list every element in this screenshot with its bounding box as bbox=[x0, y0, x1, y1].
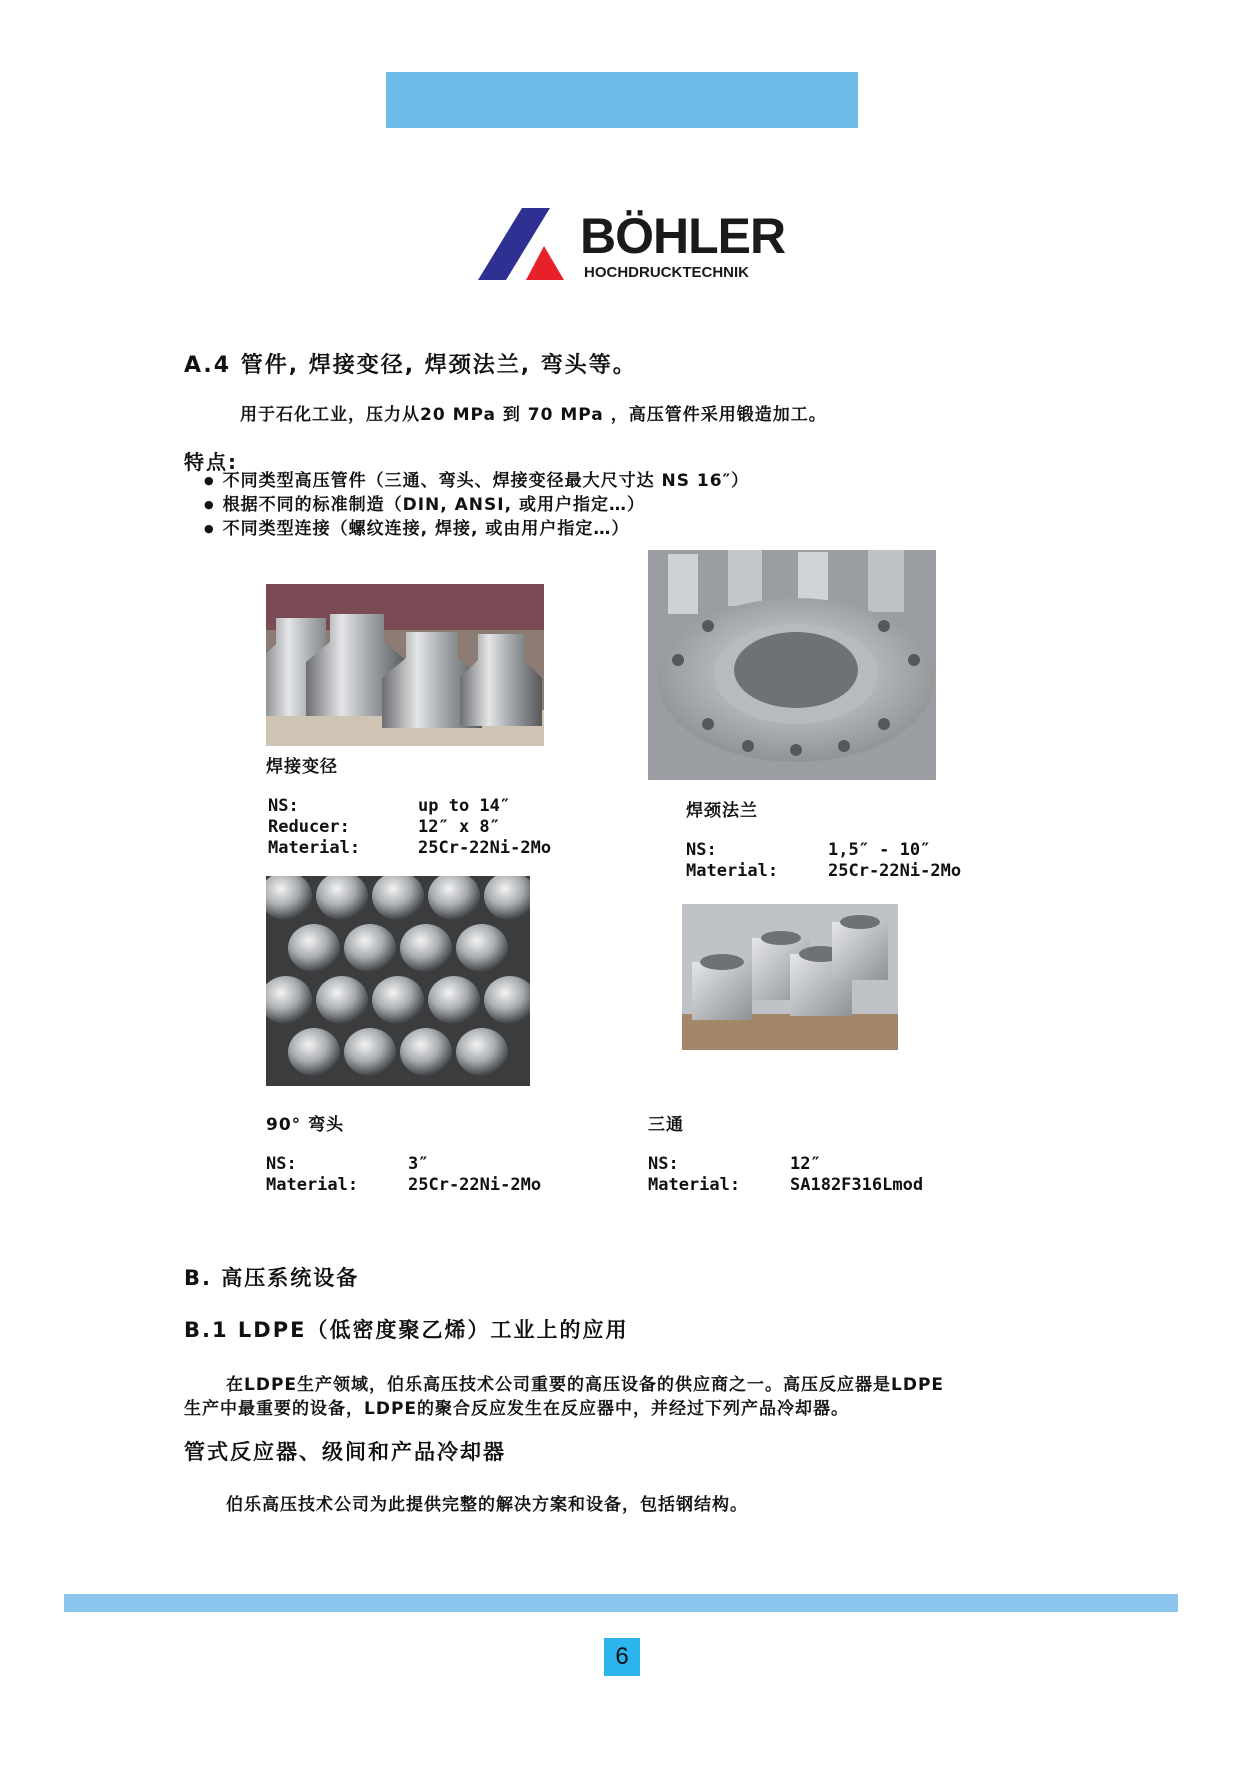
reducer-caption: 焊接变径 bbox=[266, 757, 338, 777]
feature-item: ● 根据不同的标准制造（DIN, ANSI, 或用户指定…） bbox=[204, 494, 749, 518]
spec-value: 12″ x 8″ bbox=[418, 817, 500, 837]
page-number: 6 bbox=[604, 1638, 640, 1676]
spec-value: 25Cr-22Ni-2Mo bbox=[418, 838, 552, 858]
spec-value: 12″ bbox=[790, 1154, 821, 1174]
spec-label: Material: bbox=[266, 1175, 359, 1195]
section-b-heading: B. 高压系统设备 bbox=[184, 1266, 360, 1290]
section-a4-intro: 用于石化工业，压力从20 MPa 到 70 MPa ，高压管件采用锻造加工。 bbox=[240, 405, 827, 425]
section-b1-heading: B.1 LDPE（低密度聚乙烯）工业上的应用 bbox=[184, 1318, 629, 1342]
bohler-logo-icon bbox=[478, 208, 578, 280]
elbow-photo bbox=[266, 876, 530, 1086]
ldpe-paragraph-line1: 在LDPE生产领域，伯乐高压技术公司重要的高压设备的供应商之一。高压反应器是LDPE bbox=[226, 1375, 945, 1395]
footer-bar bbox=[64, 1594, 1178, 1612]
flange-caption: 焊颈法兰 bbox=[686, 801, 758, 821]
ldpe-paragraph-line2: 生产中最重要的设备，LDPE的聚合反应发生在反应器中，并经过下列产品冷却器。 bbox=[184, 1399, 850, 1419]
spec-label: Material: bbox=[268, 838, 361, 858]
spec-label: NS: bbox=[686, 840, 717, 860]
spec-label: Material: bbox=[686, 861, 779, 881]
spec-label: NS: bbox=[268, 796, 299, 816]
spec-value: 25Cr-22Ni-2Mo bbox=[828, 861, 962, 881]
feature-item: ● 不同类型连接（螺纹连接, 焊接, 或由用户指定…） bbox=[204, 518, 749, 542]
spec-label: Material: bbox=[648, 1175, 741, 1195]
reactor-text: 伯乐高压技术公司为此提供完整的解决方案和设备，包括钢结构。 bbox=[226, 1495, 748, 1515]
reducer-specs bbox=[268, 796, 551, 859]
spec-value: 1,5″ - 10″ bbox=[828, 840, 931, 860]
tee-photo bbox=[682, 904, 898, 1050]
spec-value: 25Cr-22Ni-2Mo bbox=[408, 1175, 542, 1195]
reducer-photo bbox=[266, 584, 544, 746]
features-list bbox=[204, 470, 749, 542]
spec-value: 3″ bbox=[408, 1154, 429, 1174]
flange-specs bbox=[686, 840, 961, 882]
bohler-logo bbox=[478, 208, 786, 288]
spec-label: NS: bbox=[648, 1154, 679, 1174]
tee-caption: 三通 bbox=[648, 1115, 684, 1135]
spec-value: SA182F316Lmod bbox=[790, 1175, 924, 1195]
tee-specs bbox=[648, 1154, 923, 1196]
features-label: 特点: bbox=[184, 450, 238, 474]
logo-subtitle: HOCHDRUCKTECHNIK bbox=[584, 264, 749, 281]
spec-label: NS: bbox=[266, 1154, 297, 1174]
elbow-specs bbox=[266, 1154, 541, 1196]
elbow-caption: 90° 弯头 bbox=[266, 1115, 345, 1135]
spec-value: up to 14″ bbox=[418, 796, 511, 816]
logo-brand: BÖHLER bbox=[580, 208, 786, 264]
section-a4-heading: A.4 管件, 焊接变径, 焊颈法兰, 弯头等。 bbox=[184, 353, 637, 378]
reactor-heading: 管式反应器、级间和产品冷却器 bbox=[184, 1440, 506, 1464]
flange-photo bbox=[648, 550, 936, 780]
header-bar bbox=[386, 72, 858, 128]
feature-item: ● 不同类型高压管件（三通、弯头、焊接变径最大尺寸达 NS 16″） bbox=[204, 470, 749, 494]
spec-label: Reducer: bbox=[268, 817, 350, 837]
